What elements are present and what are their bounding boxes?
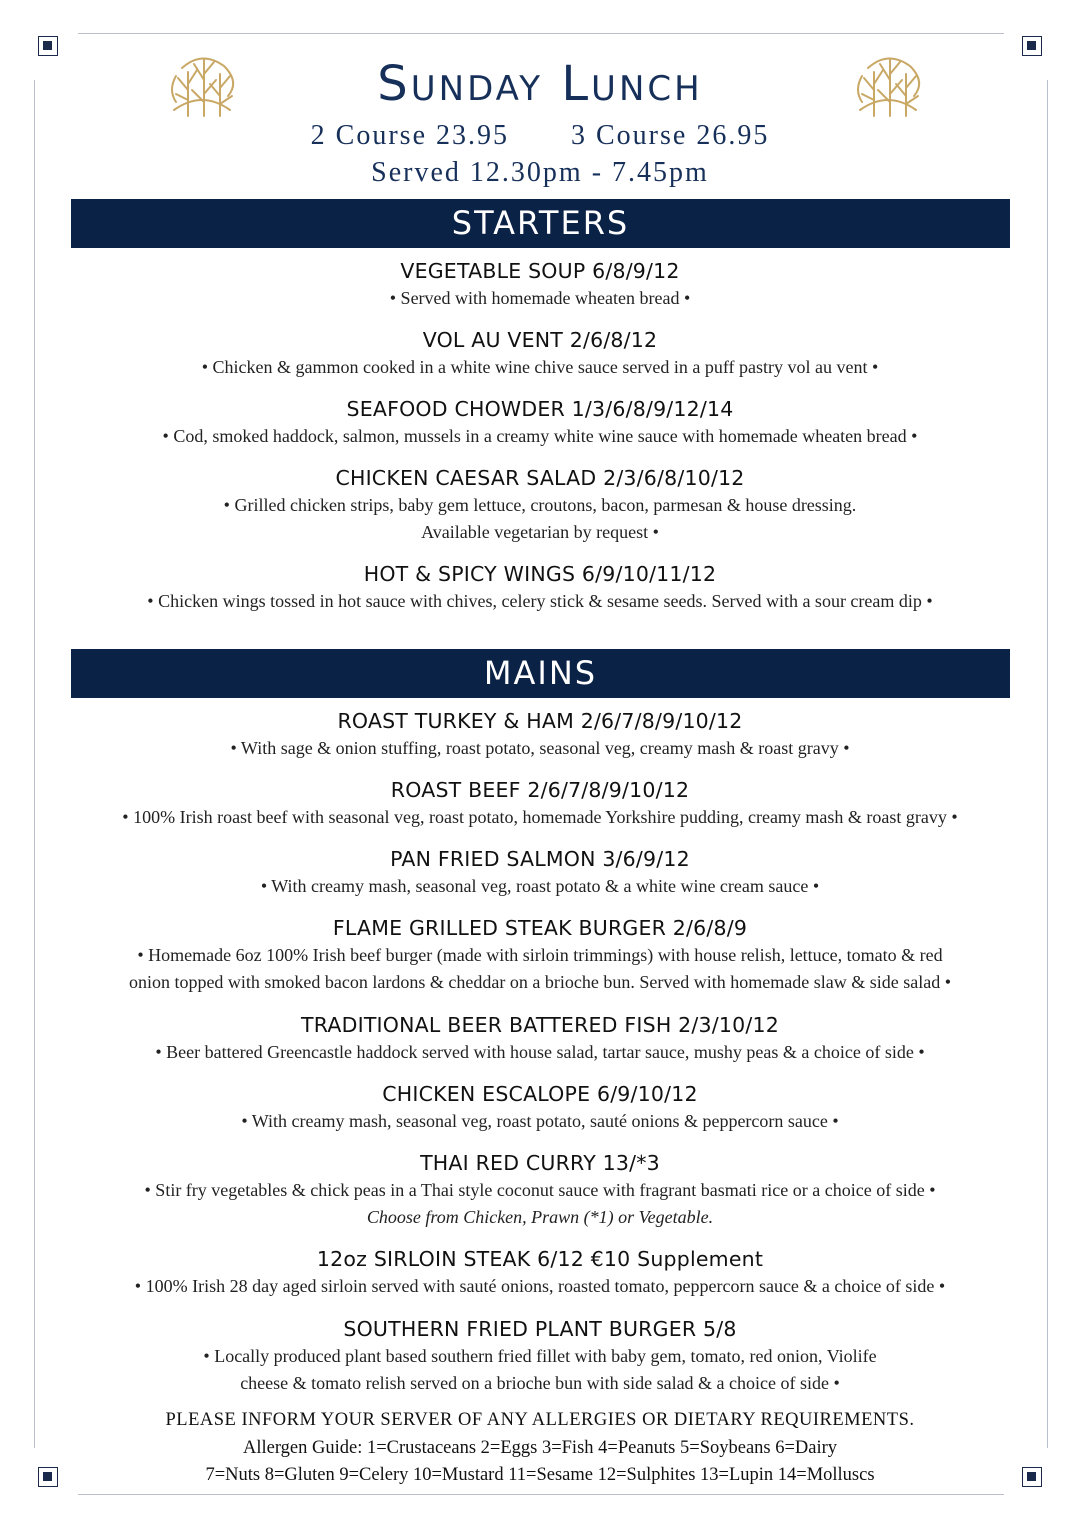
menu-item xyxy=(40,776,1040,831)
frame-bottom-line xyxy=(78,1494,1004,1495)
menu-item xyxy=(40,1080,1040,1135)
mains-heading: MAINS xyxy=(71,649,1010,698)
item-description: onion topped with smoked bacon lardons & cheddar on a brioche bun. Served with homemade slaw & side salad • xyxy=(128,972,952,992)
item-description: • Grilled chicken strips, baby gem lettuce, croutons, bacon, parmesan & house dressing. xyxy=(223,495,857,515)
item-name: THAI RED CURRY 13/*3 xyxy=(420,1151,660,1175)
item-description: • Served with homemade wheaten bread • xyxy=(389,288,691,308)
item-name: ROAST BEEF 2/6/7/8/9/10/12 xyxy=(390,778,690,802)
menu-item xyxy=(40,1315,1040,1397)
item-description: • With creamy mash, seasonal veg, roast potato, sauté onions & peppercorn sauce • xyxy=(241,1111,839,1131)
item-description: Available vegetarian by request • xyxy=(421,522,659,542)
corner-ornament-icon xyxy=(38,36,58,56)
corner-ornament-icon xyxy=(1022,36,1042,56)
menu-item xyxy=(40,560,1040,615)
item-description: • Stir fry vegetables & chick peas in a Thai style coconut sauce with fragrant basmati rice or a choice of side • xyxy=(144,1180,936,1200)
item-name: 12oz SIRLOIN STEAK 6/12 €10 Supplement xyxy=(316,1247,764,1271)
item-name: VOL AU VENT 2/6/8/12 xyxy=(422,328,658,352)
frame-left-line xyxy=(34,80,35,1448)
menu-item xyxy=(40,1149,1040,1231)
allergen-guide-line: Allergen Guide: 1=Crustaceans 2=Eggs 3=Fish 4=Peanuts 5=Soybeans 6=Dairy xyxy=(242,1438,838,1458)
item-description: • Chicken wings tossed in hot sauce with chives, celery stick & sesame seeds. Served with a sour cream dip • xyxy=(147,591,933,611)
price-2-course: 2 Course 23.95 xyxy=(310,120,509,151)
item-description: • With sage & onion stuffing, roast potato, seasonal veg, creamy mash & roast gravy • xyxy=(230,738,850,758)
serving-hours: Served 12.30pm - 7.45pm xyxy=(371,157,709,188)
item-name: HOT & SPICY WINGS 6/9/10/11/12 xyxy=(363,562,717,586)
item-description: • With creamy mash, seasonal veg, roast potato & a white wine cream sauce • xyxy=(260,876,820,896)
starters-heading: STARTERS xyxy=(71,199,1010,248)
menu-item xyxy=(40,707,1040,762)
allergen-guide-line: 7=Nuts 8=Gluten 9=Celery 10=Mustard 11=Sesame 12=Sulphites 13=Lupin 14=Molluscs xyxy=(205,1465,875,1485)
allergy-notice: PLEASE INFORM YOUR SERVER OF ANY ALLERGIES OR DIETARY REQUIREMENTS. xyxy=(165,1410,915,1430)
frame-right-line xyxy=(1047,80,1048,1448)
frame-top-line xyxy=(78,33,1004,34)
item-name: ROAST TURKEY & HAM 2/6/7/8/9/10/12 xyxy=(337,709,743,733)
item-description: cheese & tomato relish served on a brioche bun with side salad & a choice of side • xyxy=(240,1373,840,1393)
menu-item xyxy=(40,1011,1040,1066)
menu-item xyxy=(40,845,1040,900)
page-title: Sunday Lunch xyxy=(377,56,703,112)
item-description: • Locally produced plant based southern fried fillet with baby gem, tomato, red onion, Violife xyxy=(203,1346,877,1366)
item-description: • Cod, smoked haddock, salmon, mussels in a creamy white wine sauce with homemade wheaten bread • xyxy=(162,426,918,446)
menu-item xyxy=(40,1245,1040,1300)
item-description: • Chicken & gammon cooked in a white wine chive sauce served in a puff pastry vol au vent • xyxy=(201,357,879,377)
menu-item xyxy=(40,257,1040,312)
item-description: • 100% Irish roast beef with seasonal veg, roast potato, homemade Yorkshire pudding, creamy mash & roast gravy • xyxy=(122,807,958,827)
menu-item xyxy=(40,464,1040,546)
item-name: SOUTHERN FRIED PLANT BURGER 5/8 xyxy=(343,1317,737,1341)
price-3-course: 3 Course 26.95 xyxy=(571,120,770,151)
item-name: CHICKEN ESCALOPE 6/9/10/12 xyxy=(382,1082,698,1106)
course-prices xyxy=(0,120,1080,152)
item-description: • 100% Irish 28 day aged sirloin served with sauté onions, roasted tomato, peppercorn sauce & a choice of side • xyxy=(134,1276,946,1296)
item-name: CHICKEN CAESAR SALAD 2/3/6/8/10/12 xyxy=(335,466,745,490)
menu-item xyxy=(40,395,1040,450)
item-name: PAN FRIED SALMON 3/6/9/12 xyxy=(390,847,690,871)
item-name: TRADITIONAL BEER BATTERED FISH 2/3/10/12 xyxy=(301,1013,779,1037)
item-name: VEGETABLE SOUP 6/8/9/12 xyxy=(400,259,680,283)
item-description: • Beer battered Greencastle haddock served with house salad, tartar sauce, mushy peas & a choice of side • xyxy=(155,1042,925,1062)
item-name: FLAME GRILLED STEAK BURGER 2/6/8/9 xyxy=(332,916,748,940)
item-description: • Homemade 6oz 100% Irish beef burger (made with sirloin trimmings) with house relish, lettuce, tomato & red xyxy=(137,945,943,965)
menu-item xyxy=(40,914,1040,996)
menu-item xyxy=(40,326,1040,381)
item-name: SEAFOOD CHOWDER 1/3/6/8/9/12/14 xyxy=(346,397,734,421)
item-note: Choose from Chicken, Prawn (*1) or Vegetable. xyxy=(366,1207,714,1227)
